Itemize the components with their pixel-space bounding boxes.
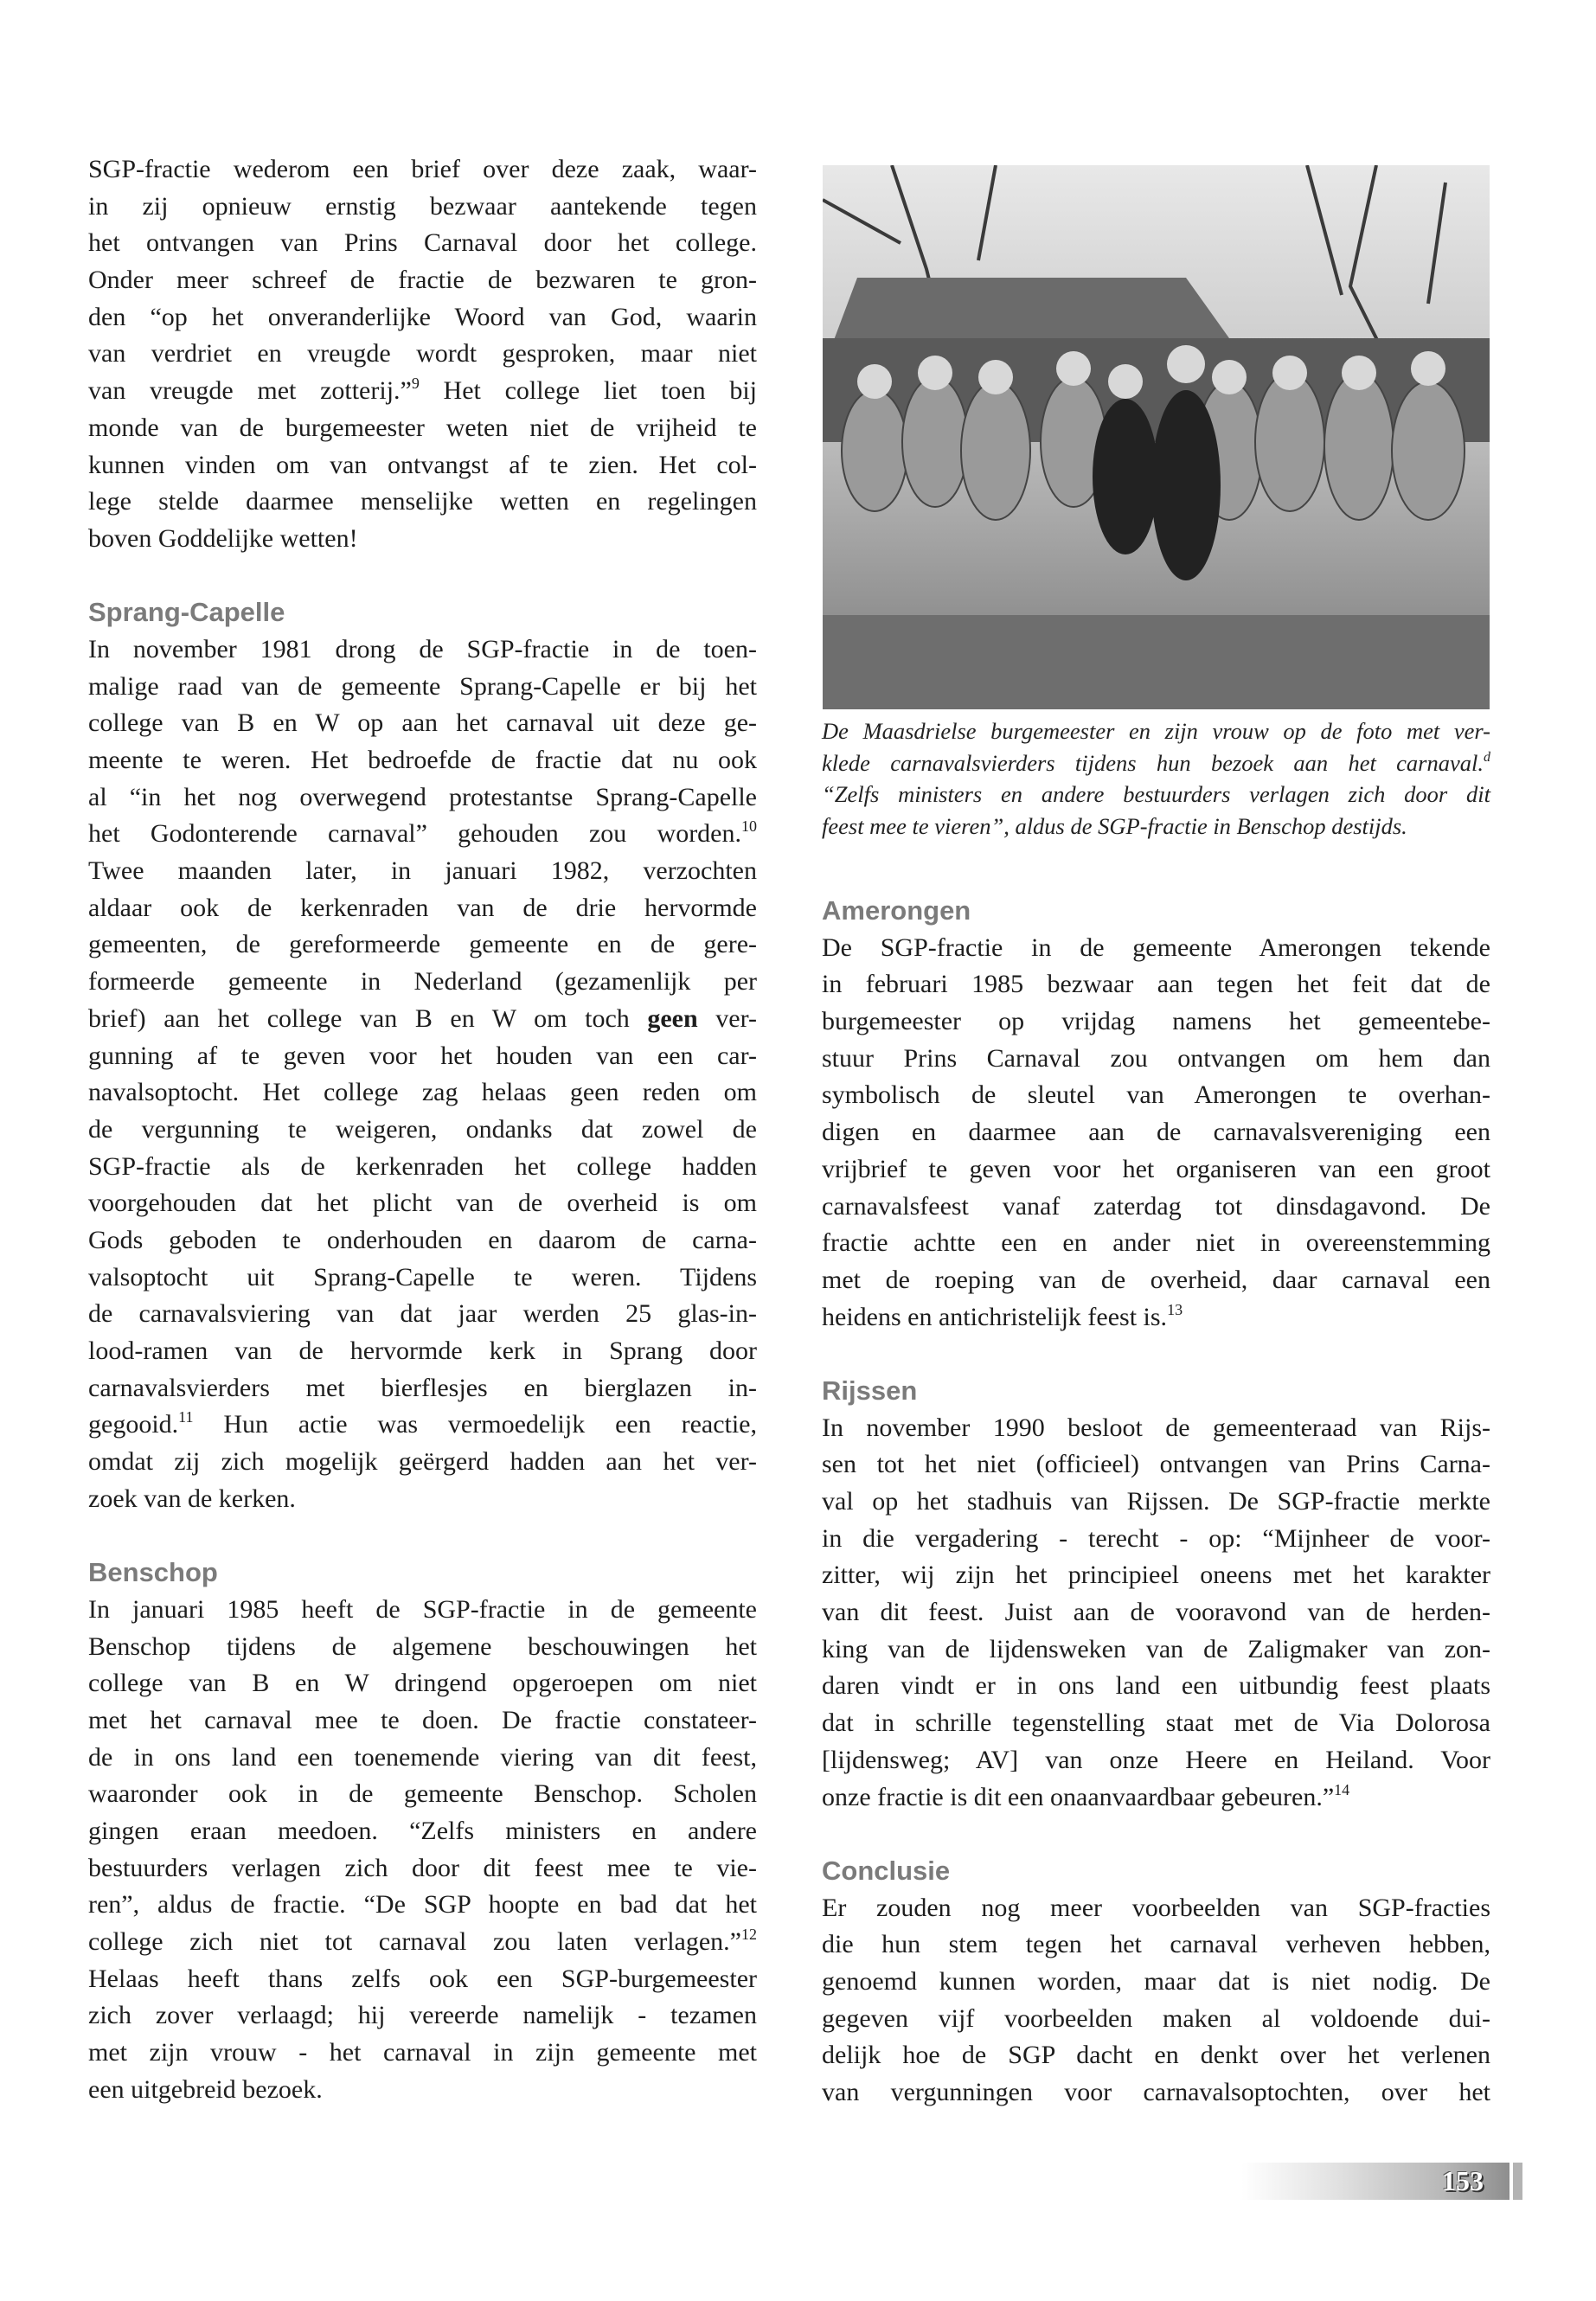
text-line: al “in het nog overwegend protestantse Sprang-Capelle: [88, 782, 757, 811]
text-line: burgemeester op vrijdag namens het gemeentebe-: [822, 1007, 1490, 1036]
footnote-marker: 10: [741, 817, 757, 836]
text-line: van verdriet en vreugde wordt gesproken, maar niet: [88, 339, 757, 369]
text-line: [88, 373, 757, 410]
text-line: Onder meer schreef de fractie de bezwaren te gron-: [88, 266, 757, 295]
text-line: [88, 1001, 757, 1038]
text-line: [822, 1299, 1490, 1336]
text-line: in zij opnieuw ernstig bezwaar aantekende tegen: [88, 191, 757, 221]
text-segment: ver-: [697, 1003, 757, 1033]
section-heading: Benschop: [88, 1557, 218, 1588]
text-line: [88, 1924, 757, 1961]
text-segment: Hun actie was vermoedelijk een reactie,: [193, 1410, 757, 1439]
text-line: malige raad van de gemeente Sprang-Capelle er bij het: [88, 671, 757, 701]
footnote-marker: 12: [741, 1926, 757, 1943]
text-line: meente te weren. Het bedroefde de fractie dat nu ook: [88, 746, 757, 774]
section-heading: Amerongen: [822, 895, 971, 926]
text-line: den “op het onveranderlijke Woord van God, waarin: [88, 302, 757, 331]
carnival-group-photo: [823, 165, 1490, 709]
text-line: kunnen vinden om van ontvangst af te zien. Het col-: [88, 450, 757, 479]
page-number: 153: [1442, 2165, 1484, 2196]
text-line: Gods geboden te onderhouden en daarom de carna-: [88, 1225, 757, 1254]
text-line: stuur Prins Carnaval zou ontvangen om hem dan: [822, 1043, 1490, 1073]
text-line: daren vindt er in ons land een uitbundig feest plaats: [822, 1671, 1490, 1701]
text-line: aldaar ook de kerkenraden van de drie hervormde: [88, 893, 757, 922]
paragraph-gap: [822, 1336, 1490, 1373]
text-line: Benschop tijdens de algemene beschouwingen het: [88, 1631, 757, 1661]
text-line: De SGP-fractie in de gemeente Amerongen tekende: [822, 933, 1490, 962]
text-line: navalsoptocht. Het college zag helaas geen reden om: [88, 1078, 757, 1107]
text-line: delijk hoe de SGP dacht en denkt over het verlenen: [822, 2041, 1490, 2070]
text-line: In januari 1985 heeft de SGP-fractie in de gemeente: [88, 1594, 757, 1624]
text-line: [88, 1407, 757, 1444]
text-line: omdat zij zich mogelijk geërgerd hadden aan het ver-: [88, 1447, 757, 1477]
text-line: [88, 816, 757, 853]
text-line: In november 1990 besloot de gemeenteraad van Rijs-: [822, 1413, 1490, 1442]
text-line: college van B en W op aan het carnaval uit deze ge-: [88, 708, 757, 738]
footnote-marker: 13: [1167, 1300, 1183, 1318]
footnote-marker: 14: [1334, 1780, 1350, 1798]
text-line: in die vergadering - terecht - op: “Mijnheer de voor-: [822, 1523, 1490, 1553]
text-line: gunning af te geven voor het houden van een car-: [88, 1041, 757, 1070]
text-line: de carnavalsviering van dat jaar werden 25 glas-in-: [88, 1299, 757, 1329]
text-segment: gegooid.: [88, 1410, 179, 1439]
right-text-column: [822, 893, 1490, 2112]
text-line: Helaas heeft thans zelfs ook een SGP-burgemeester: [88, 1964, 757, 1993]
text-line: Er zouden nog meer voorbeelden van SGP-fracties: [822, 1893, 1490, 1922]
text-segment: klede carnavalsvierders tijdens hun bezoek aan het carnaval.: [822, 749, 1484, 776]
text-line: met zijn vrouw - het carnaval in zijn gemeente met: [88, 2038, 757, 2067]
section-heading: Rijssen: [822, 1375, 918, 1406]
text-line: formeerde gemeente in Nederland (gezamenlijk per: [88, 967, 757, 997]
text-line: valsoptocht uit Sprang-Capelle te weren. Tijdens: [88, 1262, 757, 1292]
text-line: boven Goddelijke wetten!: [88, 523, 358, 553]
text-line: bestuurders verlagen zich door dit feest mee te vie-: [88, 1853, 757, 1882]
section-heading: Sprang-Capelle: [88, 597, 285, 628]
text-line: de in ons land een toenemende viering van dit feest,: [88, 1742, 757, 1772]
text-line: Twee maanden later, in januari 1982, verzochten: [88, 856, 757, 886]
text-line: SGP-fractie wederom een brief over deze zaak, waar-: [88, 155, 757, 183]
text-line: voorgehouden dat het plicht van de overheid is om: [88, 1189, 757, 1218]
text-line: in februari 1985 bezwaar aan tegen het feit dat de: [822, 970, 1490, 999]
text-segment: brief) aan het college van B en W om toch: [88, 1003, 648, 1033]
paragraph-gap: [822, 1816, 1490, 1853]
text-line: fractie achtte een en ander niet in overeenstemming: [822, 1228, 1490, 1258]
footnote-marker: 9: [411, 375, 420, 393]
section-heading: Conclusie: [822, 1855, 951, 1886]
left-text-column: [88, 151, 757, 2108]
text-line: gemeenten, de gereformeerde gemeente en de gere-: [88, 930, 757, 959]
text-line: waaronder ook in de gemeente Benschop. Scholen: [88, 1779, 757, 1809]
text-line: ren”, aldus de fractie. “De SGP hoopte en bad dat het: [88, 1890, 757, 1920]
page-edge-tab: [1513, 2163, 1522, 2200]
page-number-bar: [1241, 2163, 1509, 2200]
footnote-marker: d: [1484, 749, 1490, 765]
footnote-marker: 11: [178, 1408, 194, 1426]
text-line: de vergunning te weigeren, ondanks dat zowel de: [88, 1114, 757, 1144]
caption-line: feest mee te vieren”, aldus de SGP-fractie in Benschop destijds.: [822, 813, 1407, 840]
text-line: zich zover verlaagd; hij vereerde namelijk - tezamen: [88, 2001, 757, 2030]
text-segment: heidens en antichristelijk feest is.: [822, 1302, 1168, 1331]
text-line: gegeven vijf voorbeelden maken al voldoende dui-: [822, 2003, 1490, 2033]
text-line: gingen eraan meedoen. “Zelfs ministers en andere: [88, 1816, 757, 1845]
text-line: met de roeping van de overheid, daar carnaval een: [822, 1265, 1490, 1294]
text-line: het ontvangen van Prins Carnaval door het college.: [88, 228, 757, 258]
text-line: digen en daarmee aan de carnavalsvereniging een: [822, 1118, 1490, 1147]
paragraph-gap: [88, 1517, 757, 1554]
text-line: In november 1981 drong de SGP-fractie in de toen-: [88, 634, 757, 663]
text-line: college van B en W dringend opgeroepen om niet: [88, 1669, 757, 1698]
text-line: een uitgebreid bezoek.: [88, 2074, 323, 2104]
text-line: [822, 1779, 1490, 1817]
text-line: carnavalsfeest vanaf zaterdag tot dinsdagavond. De: [822, 1191, 1490, 1221]
photo-image: [823, 165, 1490, 709]
text-segment: het Godonterende carnaval” gehouden zou worden.: [88, 819, 741, 849]
text-line: lood-ramen van de hervormde kerk in Sprang door: [88, 1336, 757, 1365]
text-line: king van de lijdensweken van de Zaligmaker van zon-: [822, 1634, 1490, 1663]
photo-caption: [822, 715, 1490, 843]
text-line: monde van de burgemeester weten niet de vrijheid te: [88, 413, 757, 442]
text-line: met het carnaval mee te doen. De fractie constateer-: [88, 1705, 757, 1734]
caption-line: “Zelfs ministers en andere bestuurders verlagen zich door dit: [822, 781, 1490, 808]
text-line: SGP-fractie als de kerkenraden het college hadden: [88, 1151, 757, 1181]
text-line: dat in schrille tegenstelling staat met de Via Dolorosa: [822, 1708, 1490, 1738]
text-line: symbolisch de sleutel van Amerongen te overhan-: [822, 1080, 1490, 1110]
text-segment: van vreugde met zotterij.”: [88, 376, 412, 406]
text-line: sen tot het niet (officieel) ontvangen van Prins Carna-: [822, 1450, 1490, 1479]
text-line: [lijdensweg; AV] van onze Heere en Heiland. Voor: [822, 1745, 1490, 1774]
text-line: van dit feest. Juist aan de vooravond van de herden-: [822, 1598, 1490, 1627]
text-line: carnavalsvierders met bierflesjes en bierglazen in-: [88, 1373, 757, 1402]
text-line: genoemd kunnen worden, maar dat is niet nodig. De: [822, 1966, 1490, 1996]
caption-line: De Maasdrielse burgemeester en zijn vrouw op de foto met ver-: [822, 718, 1490, 744]
text-segment: onze fractie is dit een onaanvaardbaar gebeuren.”: [822, 1782, 1335, 1811]
caption-line: [822, 747, 1490, 779]
text-line: die hun stem tegen het carnaval verheven hebben,: [822, 1930, 1490, 1959]
text-line: vrijbrief te geven voor het organiseren van een groot: [822, 1154, 1490, 1183]
text-line: zoek van de kerken.: [88, 1484, 296, 1513]
text-line: zitter, wij zijn het principieel oneens met het karakter: [822, 1561, 1490, 1590]
text-line: val op het stadhuis van Rijssen. De SGP-fractie merkte: [822, 1487, 1490, 1516]
bold-text: geen: [647, 1003, 698, 1033]
text-segment: Het college liet toen bij: [419, 376, 757, 406]
text-line: van vergunningen voor carnavalsoptochten, over het: [822, 2078, 1490, 2106]
text-segment: college zich niet tot carnaval zou laten verlagen.”: [88, 1927, 741, 1956]
text-line: lege stelde daarmee menselijke wetten en regelingen: [88, 487, 757, 516]
paragraph-gap: [88, 558, 757, 595]
